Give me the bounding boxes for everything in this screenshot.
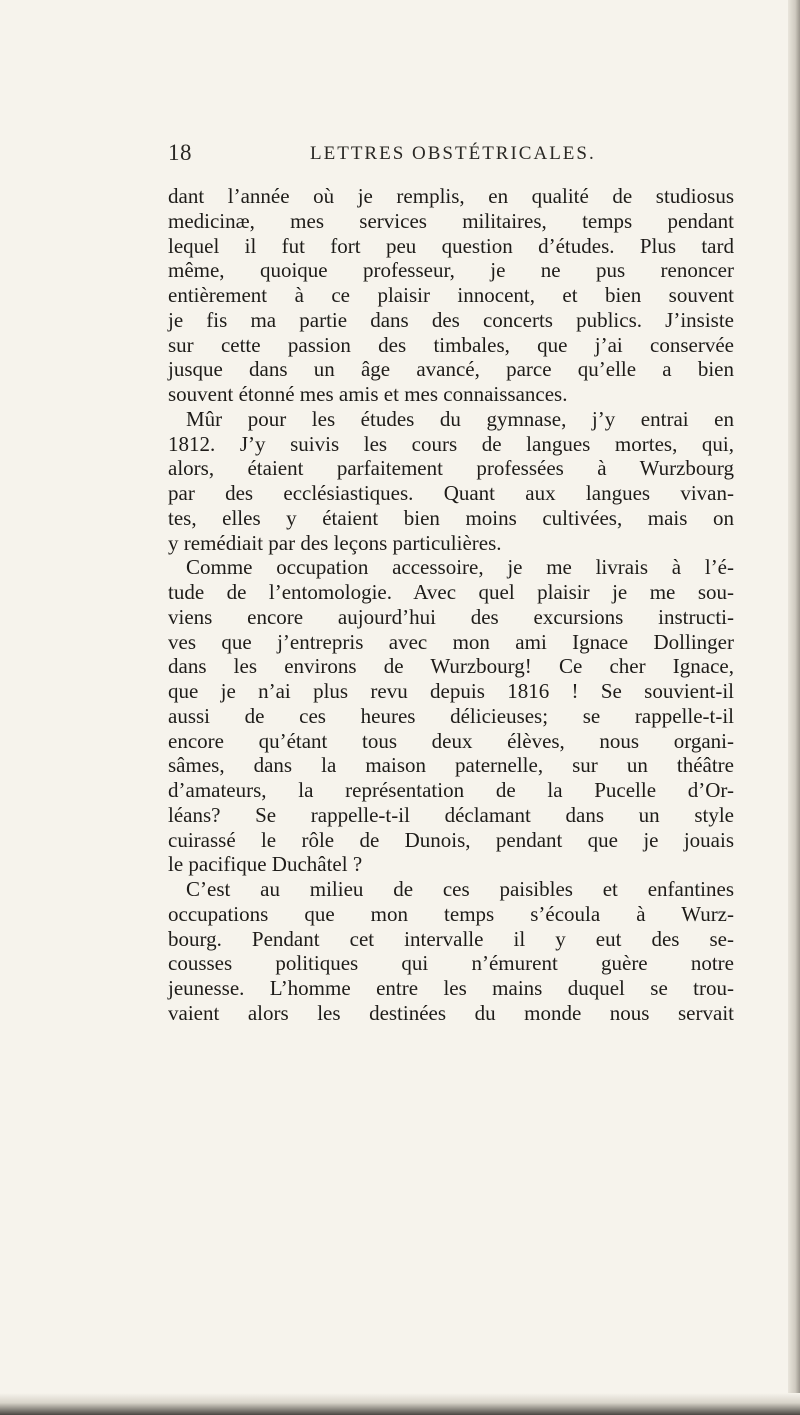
text-line: medicinæ, mes services militaires, temps pendant xyxy=(168,208,734,233)
text-line: par des ecclésiastiques. Quant aux langues vivan- xyxy=(168,481,734,505)
text-line: léans? Se rappelle-t-il déclamant dans un style xyxy=(168,802,734,827)
text-line: sur cette passion des timbales, que j’ai conservée xyxy=(168,332,734,357)
text-line: encore qu’étant tous deux élèves, nous organi- xyxy=(168,728,734,753)
text-line: que je n’ai plus revu depuis 1816 ! Se souvient-il xyxy=(168,679,734,703)
text-line: je fis ma partie dans des concerts publics. J’insiste xyxy=(168,307,734,332)
text-line: dans les environs de Wurzbourg! Ce cher Ignace, xyxy=(168,654,734,679)
page-bottom-edge xyxy=(0,1393,800,1415)
text-line: cuirassé le rôle de Dunois, pendant que je jouais xyxy=(168,827,734,852)
text-line: occupations que mon temps s’écoula à Wurz- xyxy=(168,901,734,926)
text-line: C’est au milieu de ces paisibles et enfantines xyxy=(186,877,734,901)
running-head: LETTRES OBSTÉTRICALES. xyxy=(310,143,596,164)
page-edge-shadow xyxy=(788,0,800,1415)
text-line: bourg. Pendant cet intervalle il y eut des se- xyxy=(168,926,734,951)
text-line: le pacifique Duchâtel ? xyxy=(168,852,363,877)
text-line: jeunesse. L’homme entre les mains duquel se trou- xyxy=(168,976,734,1000)
text-line: alors, étaient parfaitement professées à Wurzbourg xyxy=(168,456,734,481)
text-line: sâmes, dans la maison paternelle, sur un théâtre xyxy=(168,753,734,778)
text-line: lequel il fut fort peu question d’études. Plus tard xyxy=(168,233,734,258)
text-line: tude de l’entomologie. Avec quel plaisir je me sou- xyxy=(168,580,734,604)
text-line: Comme occupation accessoire, je me livrais à l’é- xyxy=(186,555,734,580)
text-line: aussi de ces heures délicieuses; se rappelle-t-il xyxy=(168,703,734,728)
text-line: jusque dans un âge avancé, parce qu’elle a bien xyxy=(168,357,734,382)
text-line: d’amateurs, la représentation de la Pucelle d’Or- xyxy=(168,778,734,802)
text-line: ves que j’entrepris avec mon ami Ignace Dollinger xyxy=(168,629,734,654)
text-line: dant l’année où je remplis, en qualité de studiosus xyxy=(168,184,734,208)
text-line: même, quoique professeur, je ne pus renoncer xyxy=(168,258,734,283)
page-number: 18 xyxy=(168,140,192,165)
text-line: y remédiait par des leçons particulières. xyxy=(168,530,502,555)
text-line: Mûr pour les études du gymnase, j’y entrai en xyxy=(186,406,734,431)
text-line: tes, elles y étaient bien moins cultivées, mais on xyxy=(168,505,734,530)
text-line: viens encore aujourd’hui des excursions instructi- xyxy=(168,604,734,629)
body-text xyxy=(168,184,734,1026)
text-line: vaient alors les destinées du monde nous servait xyxy=(168,1000,734,1025)
text-line: souvent étonné mes amis et mes connaissances. xyxy=(168,382,568,406)
text-line: 1812. J’y suivis les cours de langues mortes, qui, xyxy=(168,431,734,456)
text-line: cousses politiques qui n’émurent guère notre xyxy=(168,951,734,976)
text-line: entièrement à ce plaisir innocent, et bien souvent xyxy=(168,283,734,307)
